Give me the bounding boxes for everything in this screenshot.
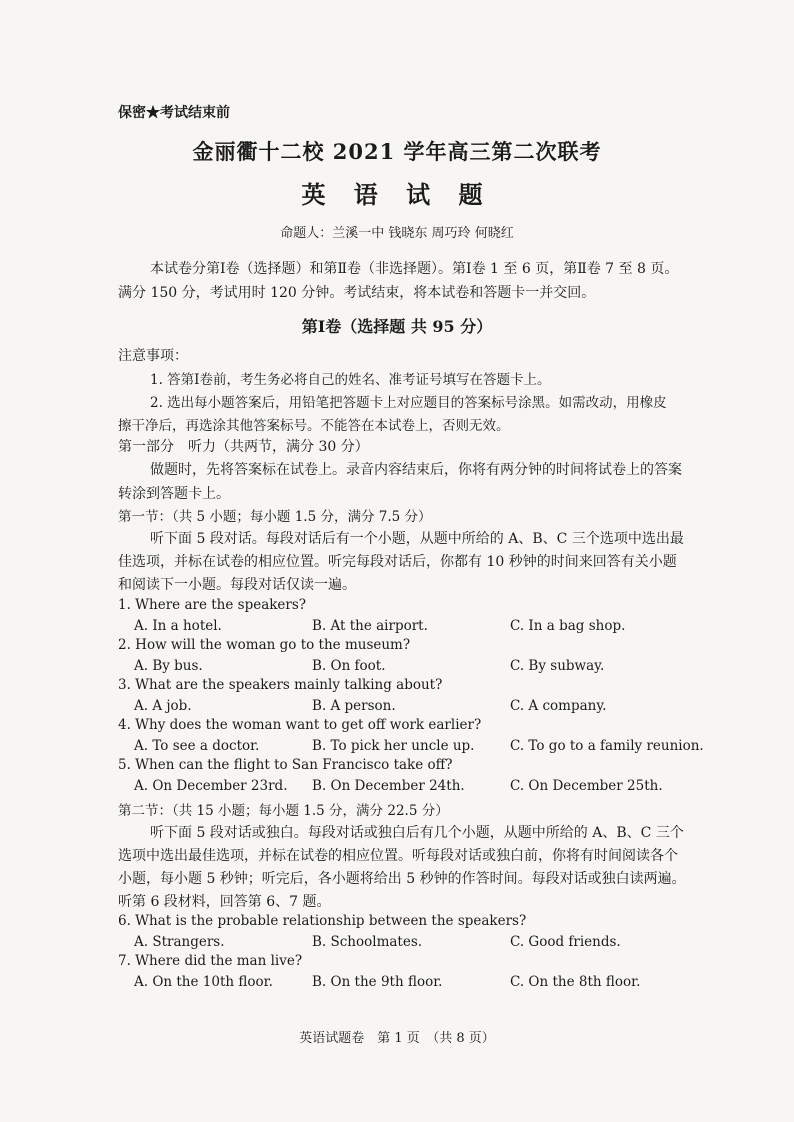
option-c: C. In a bag shop. <box>510 618 626 634</box>
option-b: B. To pick her uncle up. <box>312 738 475 754</box>
intro-line-2: 满分 150 分，考试用时 120 分钟。考试结束，将本试卷和答题卡一并交回。 <box>118 285 596 301</box>
option-b: B. At the airport. <box>312 618 428 634</box>
part1-instruction-line-2: 佳选项，并标在试卷的相应位置。听完每段对话后，你都有 10 秒钟的时间来回答有关小题 <box>118 554 677 570</box>
option-a: A. Strangers. <box>134 934 225 950</box>
option-b: B. On December 24th. <box>312 778 465 794</box>
part2-heading: 第二节：（共 15 小题；每小题 1.5 分，满分 22.5 分） <box>118 803 449 819</box>
part1-heading: 第一节：（共 5 小题；每小题 1.5 分，满分 7.5 分） <box>118 509 432 525</box>
option-b: B. Schoolmates. <box>312 934 423 950</box>
question-text: 6. What is the probable relationship between the speakers? <box>118 913 527 929</box>
part1-instruction-line-3: 和阅读下一小题。每段对话仅读一遍。 <box>118 577 356 593</box>
option-a: A. On December 23rd. <box>134 778 288 794</box>
option-b: B. A person. <box>312 698 396 714</box>
notice-item-2-line-2: 擦干净后，再选涂其他答案标号。不能答在本试卷上，否则无效。 <box>118 418 510 434</box>
listening-section-heading: 第一部分 听力（共两节，满分 30 分） <box>118 439 369 455</box>
option-c: C. To go to a family reunion. <box>510 738 704 754</box>
exam-subject-title: 英 语 试 题 <box>301 180 493 209</box>
option-c: C. On the 8th floor. <box>510 974 641 990</box>
question-text: 3. What are the speakers mainly talking about? <box>118 677 443 693</box>
part2-instruction-line-1: 听下面 5 段对话或独白。每段对话或独白后有几个小题，从题中所给的 A、B、C 三个 <box>150 825 684 841</box>
notice-heading: 注意事项： <box>118 348 188 364</box>
option-c: C. By subway. <box>510 658 605 674</box>
question-text: 5. When can the flight to San Francisco take off? <box>118 757 453 773</box>
part2-instruction-line-4: 听第 6 段材料，回答第 6、7 题。 <box>118 894 331 910</box>
option-c: C. On December 25th. <box>510 778 663 794</box>
option-a: A. On the 10th floor. <box>134 974 273 990</box>
notice-item-1: 1. 答第Ⅰ卷前，考生务必将自己的姓名、准考证号填写在答题卡上。 <box>150 372 551 388</box>
part2-instruction-line-3: 小题，每小题 5 秒钟；听完后，各小题将给出 5 秒钟的作答时间。每段对话或独白读两遍。 <box>118 871 686 887</box>
notice-item-2-line-1: 2. 选出每小题答案后，用铅笔把答题卡上对应题目的答案标号涂黑。如需改动，用橡皮 <box>150 395 667 411</box>
option-a: A. In a hotel. <box>134 618 222 634</box>
question-text: 7. Where did the man live? <box>118 953 303 969</box>
exam-title: 金丽衢十二校 2021 学年高三第二次联考 <box>192 139 602 164</box>
listening-instruction-line-1: 做题时，先将答案标在试卷上。录音内容结束后，你将有两分钟的时间将试卷上的答案 <box>150 462 682 478</box>
question-text: 4. Why does the woman want to get off work earlier? <box>118 717 482 733</box>
option-b: B. On the 9th floor. <box>312 974 443 990</box>
question-text: 2. How will the woman go to the museum? <box>118 637 411 653</box>
part2-instruction-line-2: 选项中选出最佳选项，并标在试卷的相应位置。听每段对话或独白前，你将有时间阅读各个 <box>118 848 678 864</box>
part-one-title: 第Ⅰ卷（选择题 共 95 分） <box>301 317 493 336</box>
option-a: A. By bus. <box>134 658 203 674</box>
option-a: A. To see a doctor. <box>134 738 260 754</box>
option-c: C. A company. <box>510 698 607 714</box>
option-c: C. Good friends. <box>510 934 621 950</box>
question-text: 1. Where are the speakers? <box>118 597 307 613</box>
listening-instruction-line-2: 转涂到答题卡上。 <box>118 486 230 502</box>
confidential-label: 保密★考试结束前 <box>118 105 230 121</box>
option-b: B. On foot. <box>312 658 386 674</box>
part1-instruction-line-1: 听下面 5 段对话。每段对话后有一个小题，从题中所给的 A、B、C 三个选项中选出最 <box>150 531 684 547</box>
page-footer: 英语试题卷 第 1 页 （共 8 页） <box>299 1031 495 1046</box>
option-a: A. A job. <box>134 698 192 714</box>
authors-line: 命题人：兰溪一中 钱晓东 周巧玲 何晓红 <box>280 226 514 241</box>
intro-line-1: 本试卷分第Ⅰ卷（选择题）和第Ⅱ卷（非选择题）。第Ⅰ卷 1 至 6 页，第Ⅱ卷 7 至 8 页。 <box>150 261 679 277</box>
